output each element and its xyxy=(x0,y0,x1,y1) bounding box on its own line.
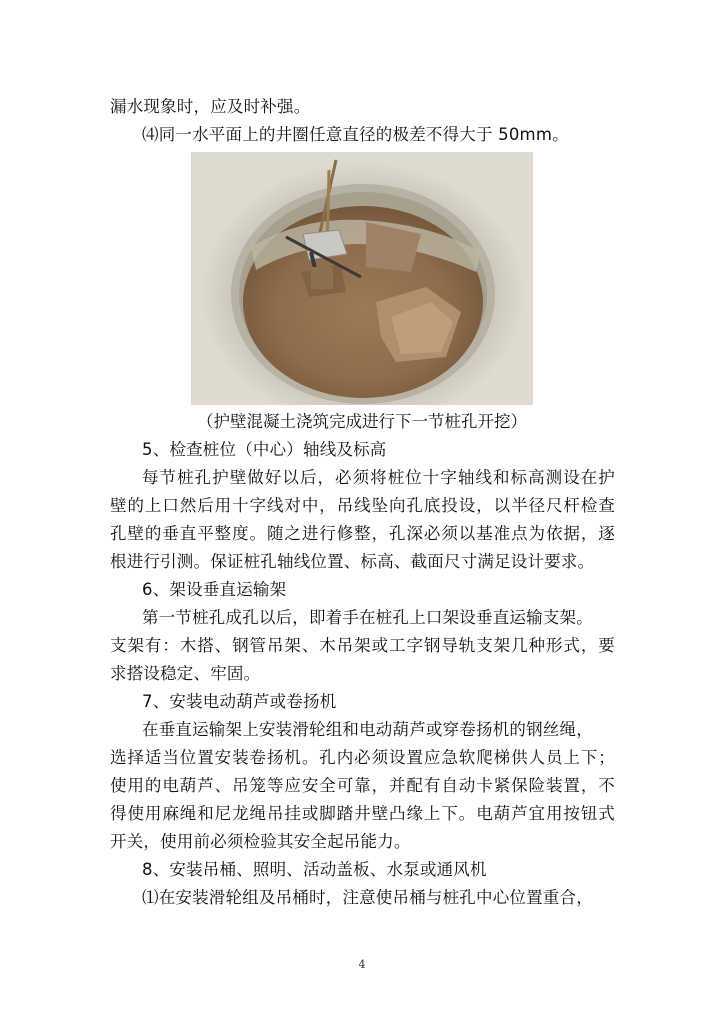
paragraph-line: 求搭设稳定、牢固。 xyxy=(110,664,261,683)
paragraph-line: 根进行引测。保证桩孔轴线位置、标高、截面尺寸满足设计要求。 xyxy=(110,552,595,571)
paragraph-line: 壁的上口然后用十字线对中，吊线坠向孔底投设，以半径尺杆检查 xyxy=(110,496,615,515)
page-number: 4 xyxy=(358,958,366,971)
text-line: 漏水现象时，应及时补强。 xyxy=(110,97,311,116)
paragraph-line: 在垂直运输架上安装滑轮组和电动葫芦或穿卷扬机的钢丝绳， xyxy=(142,720,593,739)
figure-caption: （护壁混凝土浇筑完成进行下一节桩孔开挖） xyxy=(197,412,527,431)
paragraph-line: 使用的电葫芦、吊笼等应安全可靠，并配有自动卡紧保险装置，不 xyxy=(110,776,615,795)
paragraph-line: 每节桩孔护壁做好以后，必须将桩位十字轴线和标高测设在护 xyxy=(142,468,615,487)
paragraph-line: 得使用麻绳和尼龙绳吊挂或脚踏井壁凸缘上下。电葫芦宜用按钮式 xyxy=(110,804,615,823)
paragraph-line: 选择适当位置安装卷扬机。孔内必须设置应急软爬梯供人员上下； xyxy=(110,748,615,767)
section-heading-8: 8、安装吊桶、照明、活动盖板、水泵或通风机 xyxy=(142,860,487,879)
paragraph-line: 孔壁的垂直平整度。随之进行修整，孔深必须以基准点为依据，逐 xyxy=(110,524,615,543)
section-heading-6: 6、架设垂直运输架 xyxy=(142,580,287,599)
section-heading-5: 5、检查桩位（中心）轴线及标高 xyxy=(142,440,387,459)
list-item-4: ⑷同一水平面上的井圈任意直径的极差不得大于 50mm。 xyxy=(142,125,569,144)
section-heading-7: 7、安装电动葫芦或卷扬机 xyxy=(142,692,337,711)
paragraph-line: 第一节桩孔成孔以后，即着手在桩孔上口架设垂直运输支架。 xyxy=(142,608,593,627)
paragraph-line: 开关，使用前必须检验其安全起吊能力。 xyxy=(110,832,411,851)
paragraph-line: 支架有：木搭、钢管吊架、木吊架或工字钢导轨支架几种形式，要 xyxy=(110,636,615,655)
pile-hole-photo xyxy=(191,152,533,405)
list-item-1: ⑴在安装滑轮组及吊桶时，注意使吊桶与桩孔中心位置重合， xyxy=(142,888,593,907)
